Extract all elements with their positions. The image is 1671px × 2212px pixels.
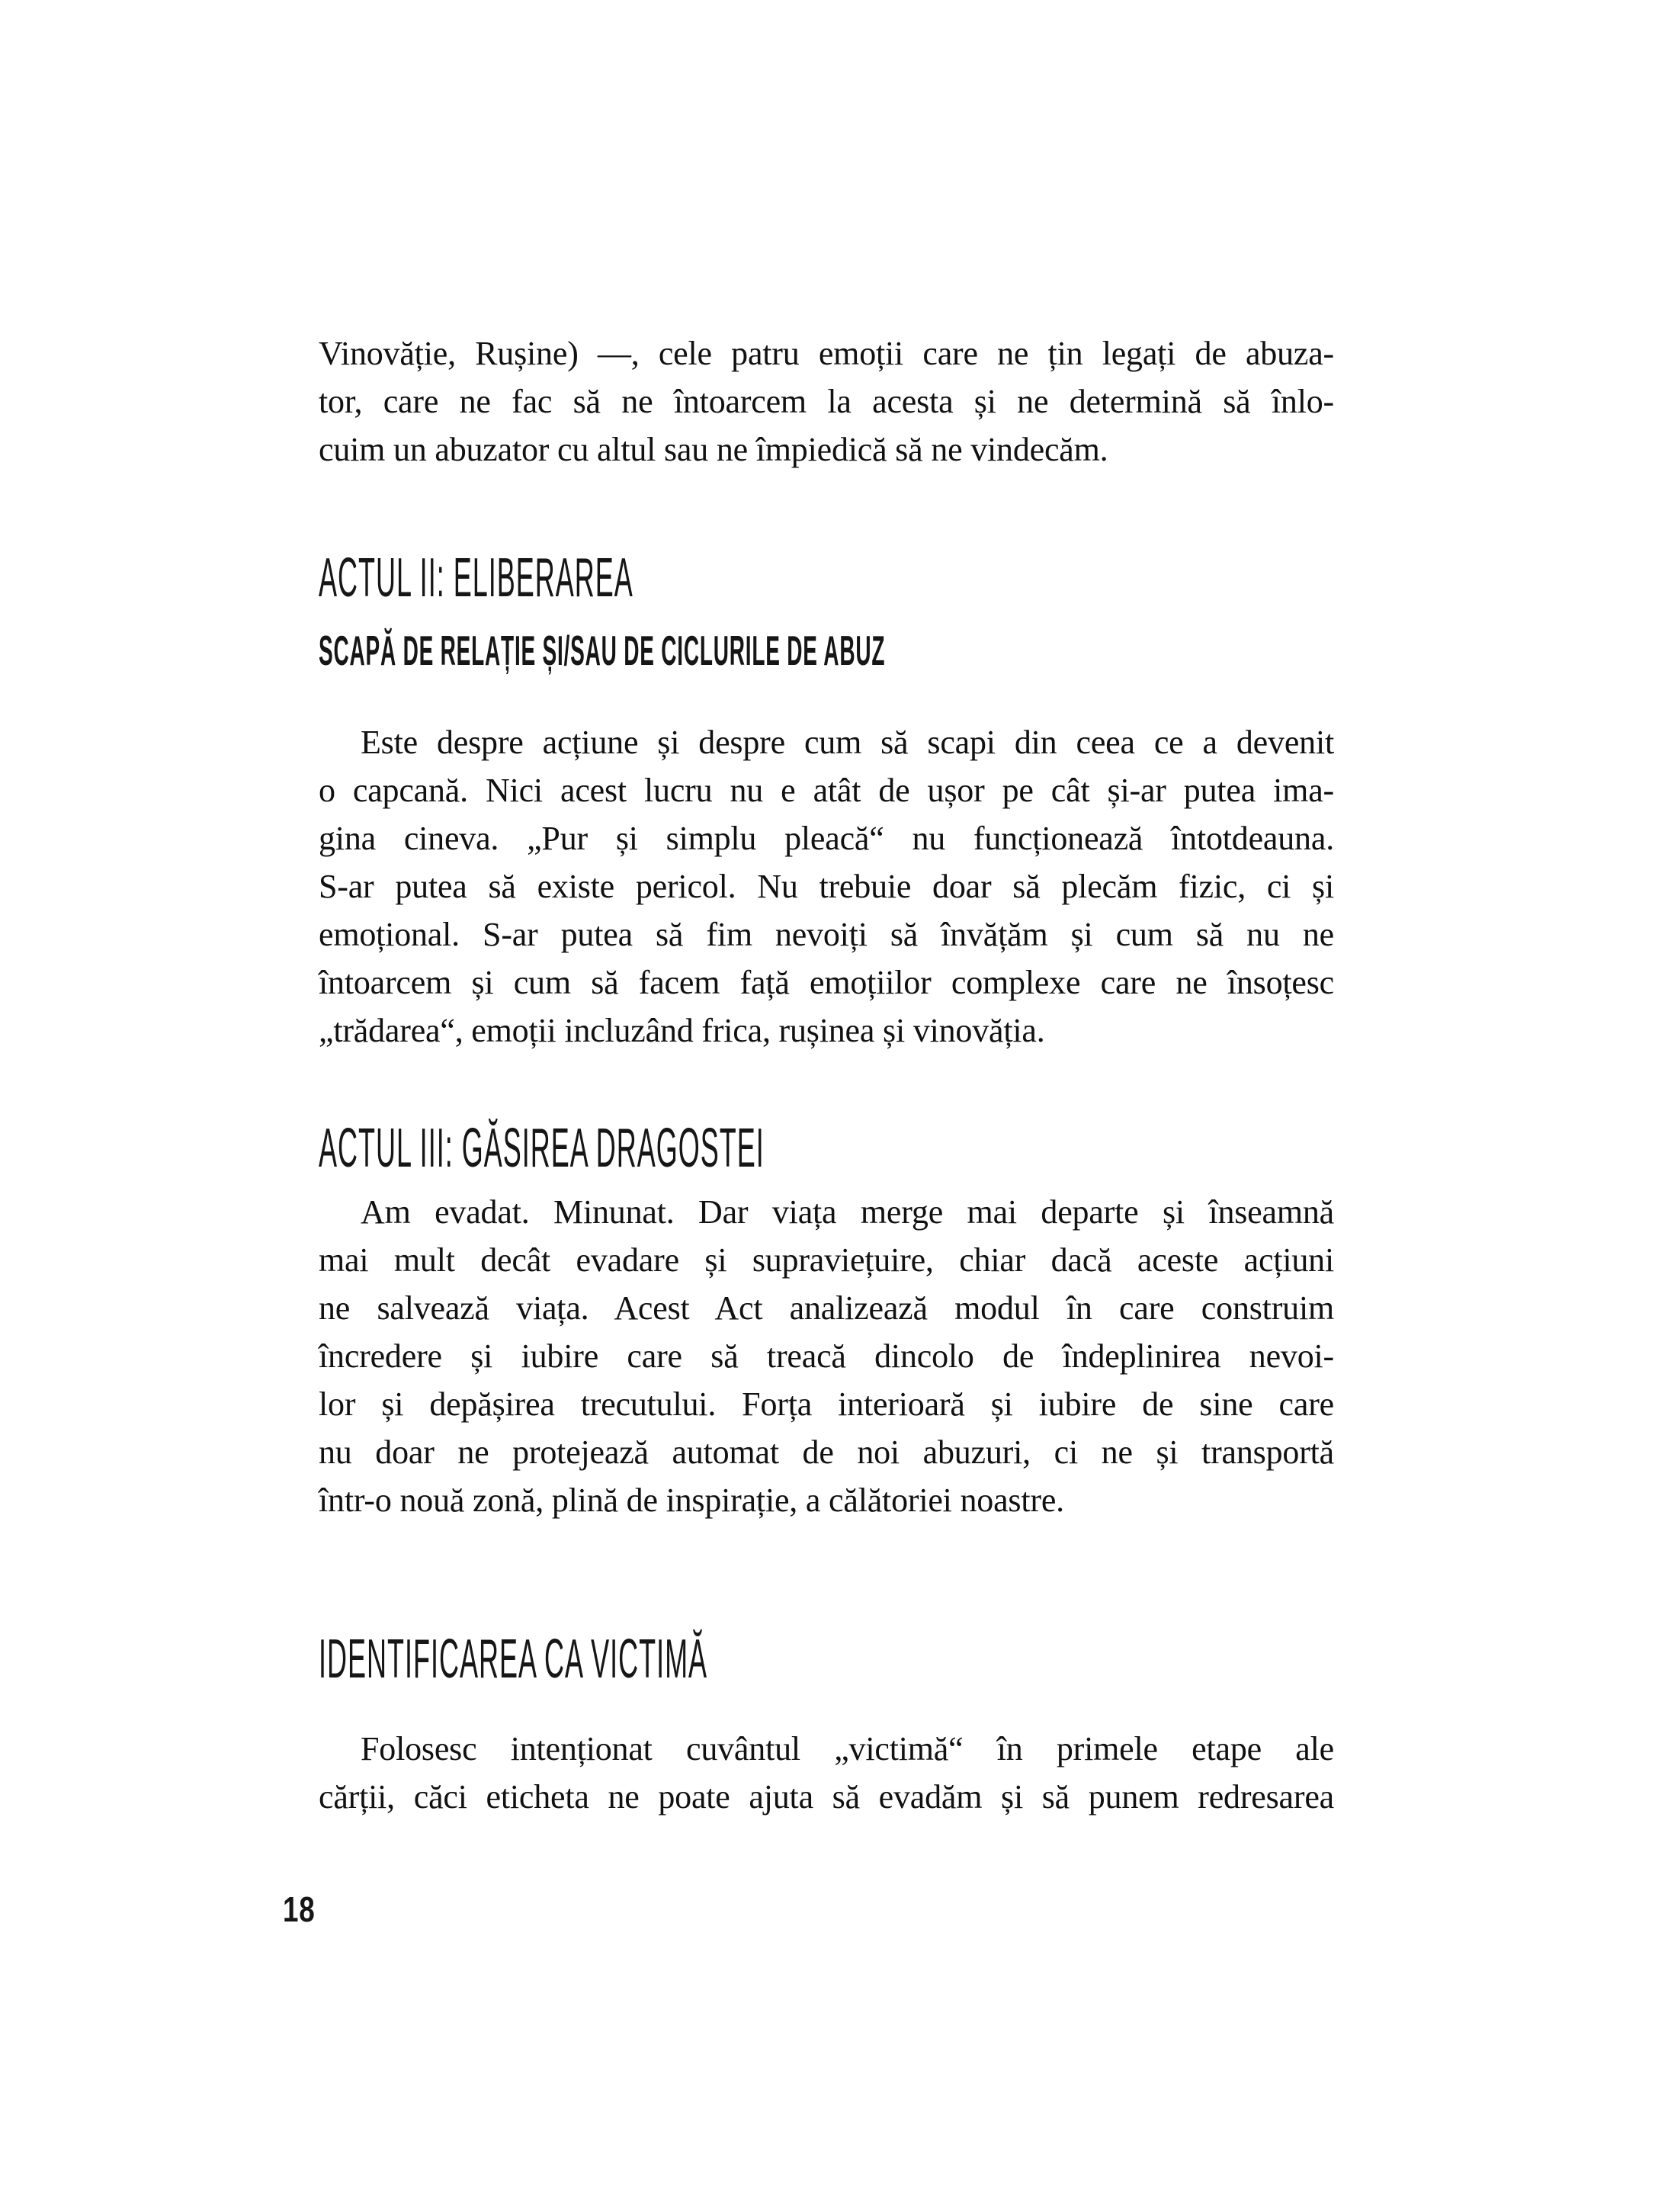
text-line: întoarcem și cum să facem față emoțiilor complexe care ne însoțesc <box>319 964 1334 1001</box>
text-line: nu doar ne protejează automat de noi abuzuri, ci ne și transportă <box>319 1433 1334 1471</box>
act3-paragraph <box>319 1188 1334 1524</box>
text-line: tor, care ne fac să ne întoarcem la acesta și ne determină să înlo- <box>319 383 1334 420</box>
act2-paragraph <box>319 718 1334 1055</box>
text-line: Folosesc intenționat cuvântul „victimă“ în primele etape ale <box>361 1730 1334 1767</box>
text-line: ne salvează viața. Acest Act analizează modul în care construim <box>319 1289 1334 1327</box>
text-line: o capcană. Nici acest lucru nu e atât de ușor pe cât și-ar putea ima- <box>319 772 1334 809</box>
victim-paragraph <box>319 1725 1334 1821</box>
text-line: S-ar putea să existe pericol. Nu trebuie doar să plecăm fizic, ci și <box>319 868 1334 905</box>
text-line: cuim un abuzator cu altul sau ne împiedică să ne vindecăm. <box>319 431 1108 468</box>
text-line: într-o nouă zonă, plină de inspirație, a călătoriei noastre. <box>319 1482 1064 1519</box>
intro-paragraph <box>319 329 1334 474</box>
section-heading-act2: ACTUL II: ELIBERAREA <box>319 547 633 608</box>
section-subheading-act2: SCAPĂ DE RELAȚIE ȘI/SAU DE CICLURILE DE ABUZ <box>319 627 886 674</box>
text-line: Este despre acțiune și despre cum să scapi din ceea ce a devenit <box>361 724 1334 761</box>
text-line: Vinovăție, Rușine) —, cele patru emoții care ne țin legați de abuza- <box>319 335 1334 372</box>
text-line: lor și depășirea trecutului. Forța interioară și iubire de sine care <box>319 1385 1334 1423</box>
text-line: emoțional. S-ar putea să fim nevoiți să învățăm și cum să nu ne <box>319 916 1334 953</box>
section-heading-victim: IDENTIFICAREA CA VICTIMĂ <box>319 1629 708 1690</box>
text-line: „trădarea“, emoții incluzând frica, rușinea și vinovăția. <box>319 1012 1045 1049</box>
text-line: Am evadat. Minunat. Dar viața merge mai departe și înseamnă <box>361 1193 1334 1231</box>
section-heading-act3: ACTUL III: GĂSIREA DRAGOSTEI <box>319 1118 765 1179</box>
page-number: 18 <box>283 1889 316 1929</box>
text-line: mai mult decât evadare și supraviețuire, chiar dacă aceste acțiuni <box>319 1241 1334 1279</box>
text-line: cărții, căci eticheta ne poate ajuta să evadăm și să punem redresarea <box>319 1778 1334 1816</box>
text-line: gina cineva. „Pur și simplu pleacă“ nu funcționează întotdeauna. <box>319 820 1334 857</box>
text-line: încredere și iubire care să treacă dincolo de îndeplinirea nevoi- <box>319 1337 1334 1375</box>
